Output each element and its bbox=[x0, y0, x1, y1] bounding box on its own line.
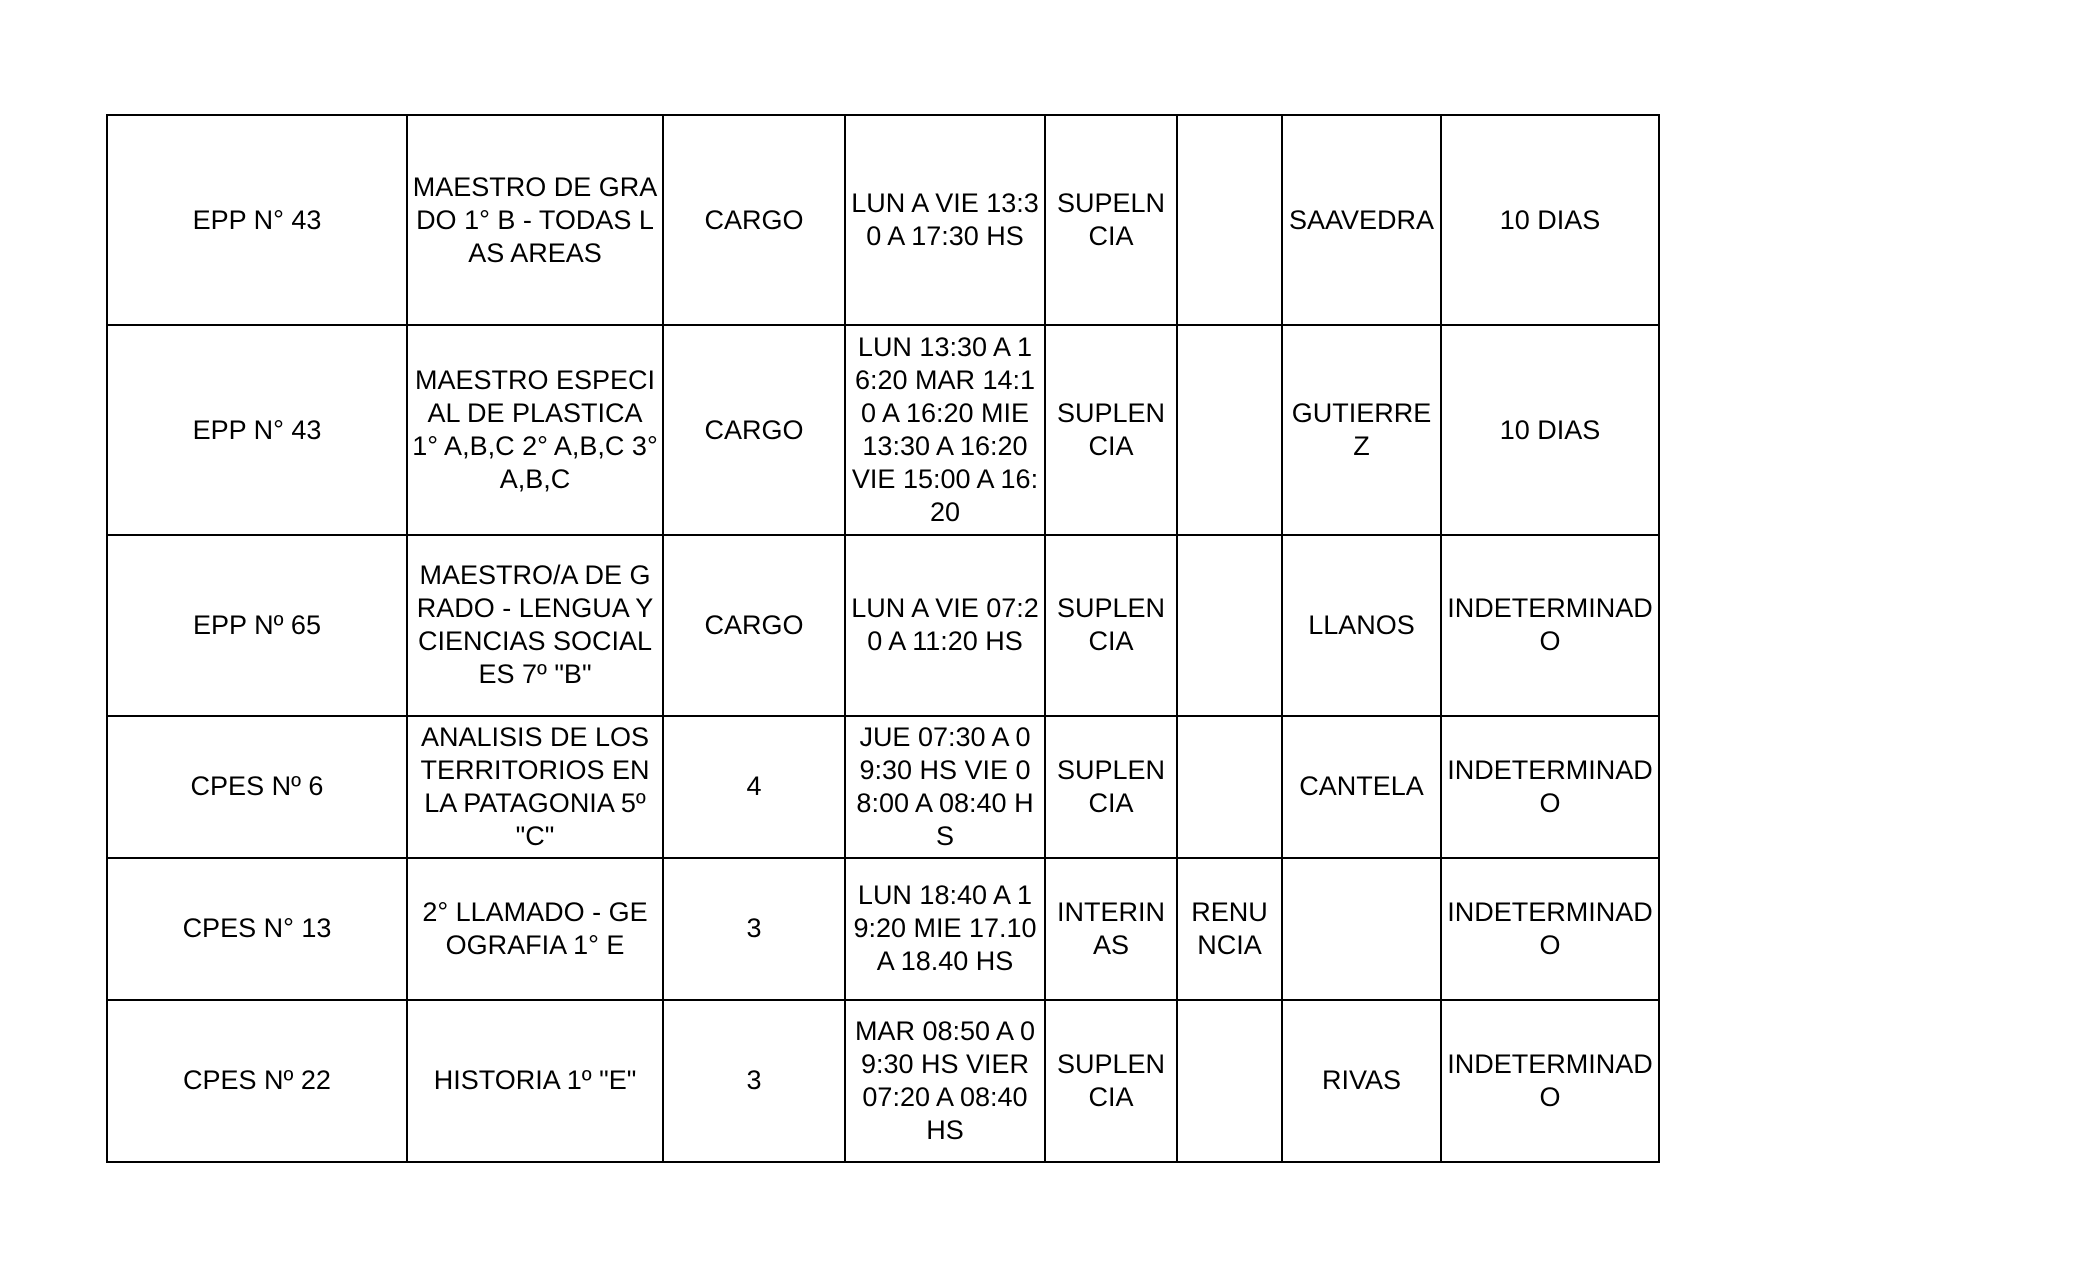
school-cell: EPP N° 43 bbox=[107, 115, 407, 325]
teacher-cell: GUTIERRE Z bbox=[1282, 325, 1441, 535]
hours-cell: 3 bbox=[663, 1000, 845, 1162]
subject-cell: ANALISIS DE LOS TERRITORIOS EN LA PATAGONIA 5º "C" bbox=[407, 716, 663, 858]
subject-cell: 2° LLAMADO - GEOGRAFIA 1° E bbox=[407, 858, 663, 1000]
reason-cell bbox=[1177, 115, 1282, 325]
school-cell: EPP Nº 65 bbox=[107, 535, 407, 715]
schedule-cell: LUN 18:40 A 19:20 MIE 17.10 A 18.40 HS bbox=[845, 858, 1045, 1000]
hours-cell: 3 bbox=[663, 858, 845, 1000]
schedule-cell: LUN A VIE 13:30 A 17:30 HS bbox=[845, 115, 1045, 325]
subject-cell: MAESTRO DE GRADO 1° B - TODAS LAS AREAS bbox=[407, 115, 663, 325]
schedule-cell: LUN 13:30 A 16:20 MAR 14:10 A 16:20 MIE 13:30 A 16:20 VIE 15:00 A 16:20 bbox=[845, 325, 1045, 535]
teacher-cell: RIVAS bbox=[1282, 1000, 1441, 1162]
teacher-cell: LLANOS bbox=[1282, 535, 1441, 715]
subject-cell: MAESTRO/A DE GRADO - LENGUA Y CIENCIAS SOCIALES 7º "B" bbox=[407, 535, 663, 715]
reason-cell: RENU NCIA bbox=[1177, 858, 1282, 1000]
status-cell: SUPLEN CIA bbox=[1045, 535, 1177, 715]
teacher-cell bbox=[1282, 858, 1441, 1000]
status-cell: SUPLEN CIA bbox=[1045, 716, 1177, 858]
reason-cell bbox=[1177, 325, 1282, 535]
table-row bbox=[107, 535, 1659, 715]
reason-cell bbox=[1177, 1000, 1282, 1162]
hours-cell: CARGO bbox=[663, 115, 845, 325]
subject-cell: MAESTRO ESPECIAL DE PLASTICA 1° A,B,C 2° A,B,C 3° A,B,C bbox=[407, 325, 663, 535]
status-cell: SUPLEN CIA bbox=[1045, 1000, 1177, 1162]
table-row bbox=[107, 858, 1659, 1000]
duration-cell: 10 DIAS bbox=[1441, 115, 1659, 325]
school-cell: CPES Nº 22 bbox=[107, 1000, 407, 1162]
table-row bbox=[107, 325, 1659, 535]
schedule-cell: JUE 07:30 A 09:30 HS VIE 08:00 A 08:40 HS bbox=[845, 716, 1045, 858]
reason-cell bbox=[1177, 535, 1282, 715]
duration-cell: 10 DIAS bbox=[1441, 325, 1659, 535]
duration-cell: INDETERMINAD O bbox=[1441, 1000, 1659, 1162]
table-row bbox=[107, 716, 1659, 858]
hours-cell: CARGO bbox=[663, 535, 845, 715]
schedule-cell: MAR 08:50 A 09:30 HS VIER 07:20 A 08:40 HS bbox=[845, 1000, 1045, 1162]
schedule-cell: LUN A VIE 07:20 A 11:20 HS bbox=[845, 535, 1045, 715]
school-cell: CPES Nº 6 bbox=[107, 716, 407, 858]
school-cell: EPP N° 43 bbox=[107, 325, 407, 535]
vacancies-table bbox=[106, 114, 1660, 1163]
school-cell: CPES N° 13 bbox=[107, 858, 407, 1000]
duration-cell: INDETERMINAD O bbox=[1441, 535, 1659, 715]
hours-cell: CARGO bbox=[663, 325, 845, 535]
reason-cell bbox=[1177, 716, 1282, 858]
hours-cell: 4 bbox=[663, 716, 845, 858]
teacher-cell: CANTELA bbox=[1282, 716, 1441, 858]
status-cell: SUPELN CIA bbox=[1045, 115, 1177, 325]
teacher-cell: SAAVEDRA bbox=[1282, 115, 1441, 325]
status-cell: SUPLEN CIA bbox=[1045, 325, 1177, 535]
status-cell: INTERIN AS bbox=[1045, 858, 1177, 1000]
table-row bbox=[107, 1000, 1659, 1162]
subject-cell: HISTORIA 1º "E" bbox=[407, 1000, 663, 1162]
duration-cell: INDETERMINAD O bbox=[1441, 858, 1659, 1000]
duration-cell: INDETERMINAD O bbox=[1441, 716, 1659, 858]
table-row bbox=[107, 115, 1659, 325]
